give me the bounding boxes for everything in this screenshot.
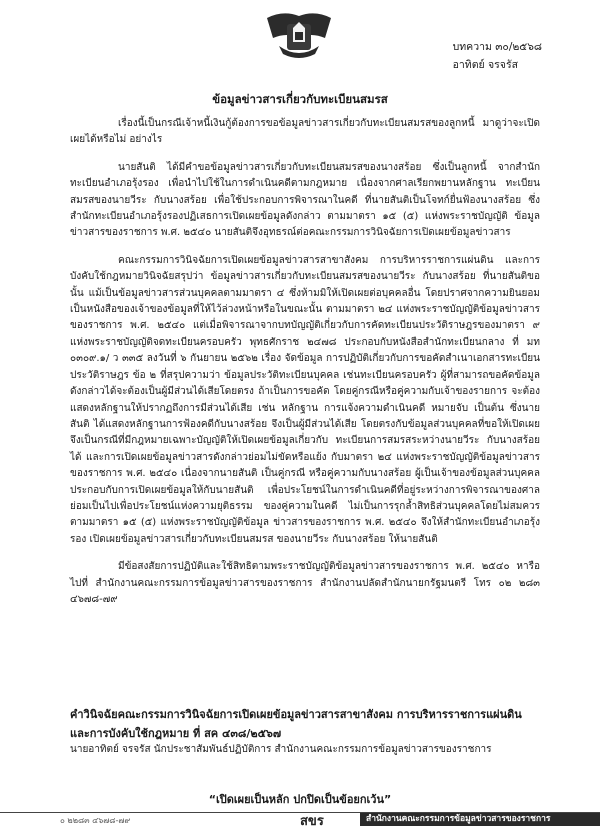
paragraph-intro: เรื่องนี้เป็นกรณีเจ้าหนี้เงินกู้ต้องการขอข้อมูลข่าวสารเกี่ยวกับทะเบียนสมรสของลูกหนี้ มาดูว่าจะเปิดเผยได้หรือไม่ อย่างไร bbox=[70, 118, 540, 146]
footer-bar bbox=[0, 812, 600, 829]
paragraph-contact: มีข้อสงสัยการปฏิบัติและใช้สิทธิตามพระราชบัญญัติข้อมูลข่าวสารของราชการ พ.ศ. ๒๕๔๐ หารือไปที่ สำนักงานคณะกรรมการข้อมูลข่าวสารของราชการ สำนักงานปลัดสำนักนายกรัฐมนตรี โทร ๐๒ ๒๘๓ ๔๖๗๘-๗๙ bbox=[70, 561, 540, 605]
document-body bbox=[70, 116, 540, 619]
paragraph-request: นายสันติ ได้มีคำขอข้อมูลข่าวสารเกี่ยวกับทะเบียนสมรสของนางสร้อย ซึ่งเป็นลูกหนี้ จากสำนักทะเบียนอำเภอรุ้งรอง เพื่อนำไปใช้ในการดำเนินคดีตามกฎหมาย เนื่องจากศาลเรียกพยานหลักฐาน ทะเบียนสมรสของนายวีระ กับนางสร้อย เพื่อใช้ประกอบการพิจารณาในคดี ที่นายสันติเป็นโจทก์ยื่นฟ้องนางสร้อย ซึ่งสำนักทะเบียนอำเภอรุ้งรองปฏิเสธการเปิดเผยข้อมูลดังกล่าว ตามมาตรา ๑๕ (๕) แห่งพระราชบัญญัติ ข้อมูลข่าวสารของราชการ พ.ศ. ๒๕๔๐ นายสันติจึงอุทธรณ์ต่อคณะกรรมการวินิจฉัยการเปิดเผยข้อมูลข่าวสาร bbox=[70, 161, 540, 239]
paragraph-decision: คณะกรรมการวินิจฉัยการเปิดเผยข้อมูลข่าวสารสาขาสังคม การบริหารราชการแผ่นดิน และการบังคับใช้กฎหมายวินิจฉัยสรุปว่า ข้อมูลข่าวสารเกี่ยวกับทะเบียนสมรสของนายวีระ กับนางสร้อย ที่นายสันติขอนั้น แม้เป็นข้อมูลข่าวสารส่วนบุคคลตามมาตรา ๔ ซึ่งห้ามมิให้เปิดเผยต่อบุคคลอื่น โดยปราศจากความยินยอม เป็นหนังสือของเจ้าของข้อมูลที่ให้ไว้ล่วงหน้าหรือในขณะนั้น ตามมาตรา ๒๔ แห่งพระราชบัญญัติข้อมูลข่าวสาร ของราชการ พ.ศ. ๒๕๔๐ แต่เมื่อพิจารณาจากบทบัญญัติเกี่ยวกับการคัดทะเบียนประวัติราษฎรของมาตรา ๙ แห่งพระราชบัญญัติจดทะเบียนครอบครัว พุทธศักราช ๒๔๗๘ ประกอบกับหนังสือสำนักทะเบียนกลาง ที่ มท ๐๓๐๙.๑/ ว ๓๓๕ ลงวันที่ ๖ กันยายน ๒๕๖๒ เรื่อง จัดข้อมูล การปฏิบัติเกี่ยวกับการขอคัดสำเนาเอกสารทะเบียนประวัติราษฎร ข้อ ๒ ที่สรุปความว่า ข้อมูลประวัติทะเบียนบุคคล เช่นทะเบียนครอบครัว ผู้ที่สามารถขอคัดข้อมูลดังกล่าวได้จะต้องเป็นผู้มีส่วนได้เสียโดยตรง ถ้าเป็นการขอคัด โดยคู่กรณีหรือคู่ความกับเจ้าของรายการ จะต้องแสดงหลักฐานให้ปรากฏถึงการมีส่วนได้เสีย เช่น หลักฐาน การแจ้งความดำเนินคดี หมายจับ เป็นต้น ซึ่งนายสันติ ได้แสดงหลักฐานการฟ้องคดีกับนางสร้อย จึงเป็นผู้มีส่วนได้เสีย โดยตรงกับข้อมูลส่วนบุคคลที่ขอให้เปิดเผย จึงเป็นกรณีที่มีกฎหมายเฉพาะบัญญัติให้เปิดเผยข้อมูลเกี่ยวกับ ทะเบียนการสมรสระหว่างนายวีระ กับนางสร้อยได้ และการเปิดเผยข้อมูลข่าวสารดังกล่าวย่อมไม่ขัดหรือแย้ง กับมาตรา ๒๔ แห่งพระราชบัญญัติข้อมูลข่าวสารของราชการ พ.ศ. ๒๕๔๐ เนื่องจากนายสันติ เป็นคู่กรณี หรือคู่ความกับนางสร้อย ผู้เป็นเจ้าของข้อมูลส่วนบุคคล ประกอบกับการเปิดเผยข้อมูลให้กับนายสันติ เพื่อประโยชน์ในการดำเนินคดีที่อยู่ระหว่างการพิจารณาของศาลย่อมเป็นไปเพื่อประโยชน์แห่งความยุติธรรม ของคู่ความในคดี ไม่เป็นการรุกล้ำสิทธิส่วนบุคคลโดยไม่สมควรตามมาตรา ๑๕ (๕) แห่งพระราชบัญญัติข้อมูล ข่าวสารของราชการ พ.ศ. ๒๕๔๐ จึงให้สำนักทะเบียนอำเภอรุ้งรอง เปิดเผยข้อมูลข่าวสารเกี่ยวกับทะเบียนสมรส ของนายวีระ กับนางสร้อย ให้นายสันติ bbox=[70, 254, 540, 545]
document-title: ข้อมูลข่าวสารเกี่ยวกับทะเบียนสมรส bbox=[212, 92, 388, 106]
author-line: นายอาทิตย์ จรจรัส นักประชาสัมพันธ์ปฏิบัติการ สำนักงานคณะกรรมการข้อมูลข่าวสารของราชการ bbox=[70, 744, 492, 755]
ruling-reference: คำวินิจฉัยคณะกรรมการวินิจฉัยการเปิดเผยข้อมูลข่าวสารสาขาสังคม การบริหารราชการแผ่นดิน และการบังคับใช้กฎหมาย ที่ สค ๔๓๘/๒๕๖๗ bbox=[70, 708, 522, 740]
slogan: “เปิดเผยเป็นหลัก ปกปิดเป็นข้อยกเว้น” bbox=[208, 793, 392, 806]
article-author: อาทิตย์ จรจรัส bbox=[452, 59, 519, 71]
government-emblem-icon bbox=[265, 8, 333, 60]
article-meta bbox=[453, 38, 542, 74]
footer-phone: ๐ ๒๒๘๓ ๔๖๗๘-๗๙ bbox=[60, 816, 131, 825]
article-number: บทความ ๓๐/๒๕๖๘ bbox=[452, 41, 542, 53]
footer-logo: สขร bbox=[300, 814, 324, 829]
footer-office-name: สำนักงานคณะกรรมการข้อมูลข่าวสารของราชการ bbox=[360, 813, 600, 826]
